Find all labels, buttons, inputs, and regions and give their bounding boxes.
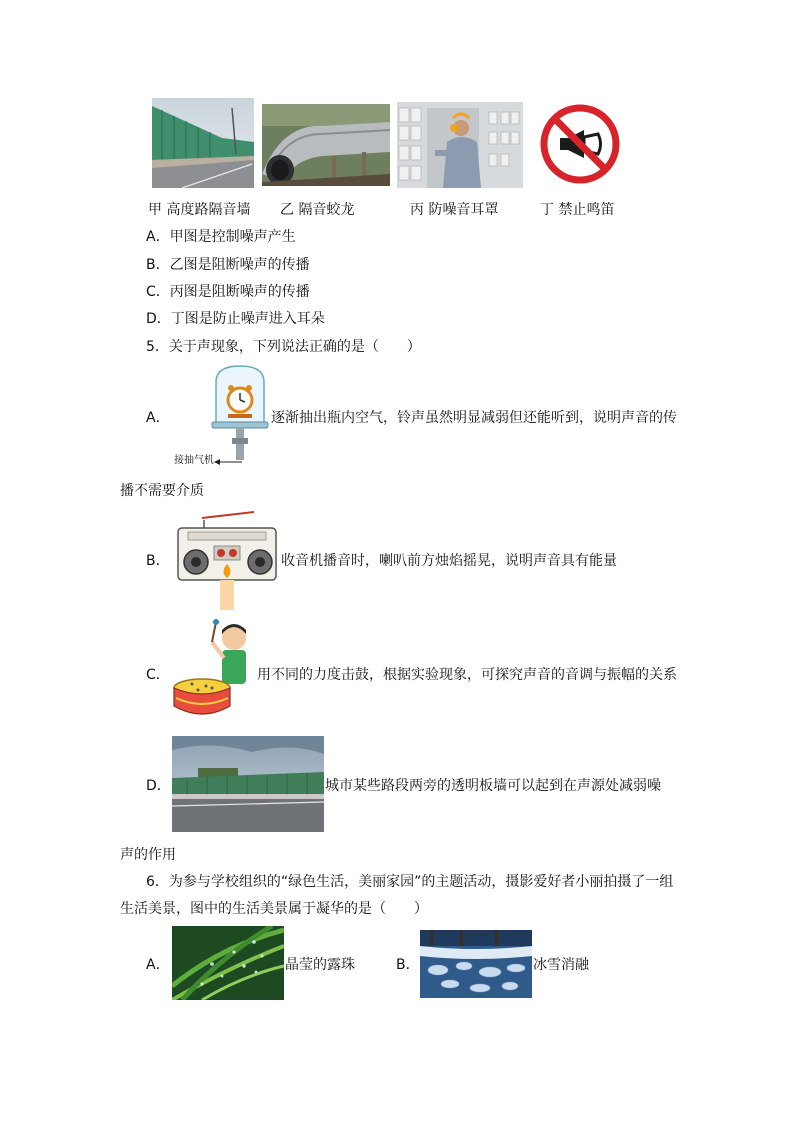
q5-option-c-text: 用不同的力度击鼓，根据实验现象，可探究声音的音调与振幅的关系 xyxy=(257,667,677,683)
dewdrops-on-grass-photo xyxy=(172,926,284,1000)
q5-option-b-text: 收音机播音时，喇叭前方烛焰摇晃，说明声音具有能量 xyxy=(281,553,617,569)
q4-option-a: A．甲图是控制噪声产生 xyxy=(146,229,296,245)
q5-option-c-letter: C． xyxy=(146,667,170,683)
melting-ice-river-photo xyxy=(420,930,532,998)
no-honking-sign xyxy=(540,104,620,184)
image-caption-yi: 乙 隔音蛟龙 xyxy=(280,202,355,218)
q6-stem-line2: 生活美景，图中的生活美景属于凝华的是（ ） xyxy=(120,901,428,917)
q5-stem: 5．关于声现象，下列说法正确的是（ ） xyxy=(146,339,421,355)
q5-option-a-text: 逐渐抽出瓶内空气，铃声虽然明显减弱但还能听到，说明声音的传 xyxy=(271,410,677,426)
q4-option-b: B．乙图是阻断噪声的传播 xyxy=(146,257,310,273)
q6-option-b-text: 冰雪消融 xyxy=(533,957,589,973)
q4-option-c: C．丙图是阻断噪声的传播 xyxy=(146,284,310,300)
q5-option-d-text: 城市某些路段两旁的透明板墙可以起到在声源处减弱噪 xyxy=(325,778,661,794)
image-caption-jia: 甲 高度路隔音墙 xyxy=(148,202,251,218)
q5-option-d-letter: D． xyxy=(146,778,171,794)
q5-option-d-continuation: 声的作用 xyxy=(120,847,176,863)
boy-beating-drum xyxy=(172,618,258,724)
road-transparent-barrier-photo xyxy=(172,736,324,832)
image-caption-bing: 丙 防噪音耳罩 xyxy=(410,202,499,218)
q5-option-b-letter: B． xyxy=(146,553,170,569)
vacuum-pump-label: 接抽气机 xyxy=(174,455,214,466)
image-caption-ding: 丁 禁止鸣笛 xyxy=(540,202,615,218)
q6-option-a-letter: A． xyxy=(146,957,170,973)
bell-jar-alarm-clock xyxy=(172,364,272,468)
q4-option-d: D．丁图是防止噪声进入耳朵 xyxy=(146,311,325,327)
q6-stem-line1: 6．为参与学校组织的“绿色生活，美丽家园”的主题活动，摄影爱好者小丽拍摄了一组 xyxy=(146,874,674,890)
q6-option-a-text: 晶莹的露珠 xyxy=(285,957,355,973)
radio-candle xyxy=(174,508,280,612)
factory-worker-earmuffs-photo xyxy=(397,102,523,188)
q6-option-b-letter: B． xyxy=(396,957,420,973)
tunnel-sound-barrier-photo xyxy=(262,104,390,186)
q5-option-a-continuation: 播不需要介质 xyxy=(120,483,204,499)
q5-option-a-letter: A． xyxy=(146,410,170,426)
highway-sound-barrier-photo xyxy=(152,98,254,188)
